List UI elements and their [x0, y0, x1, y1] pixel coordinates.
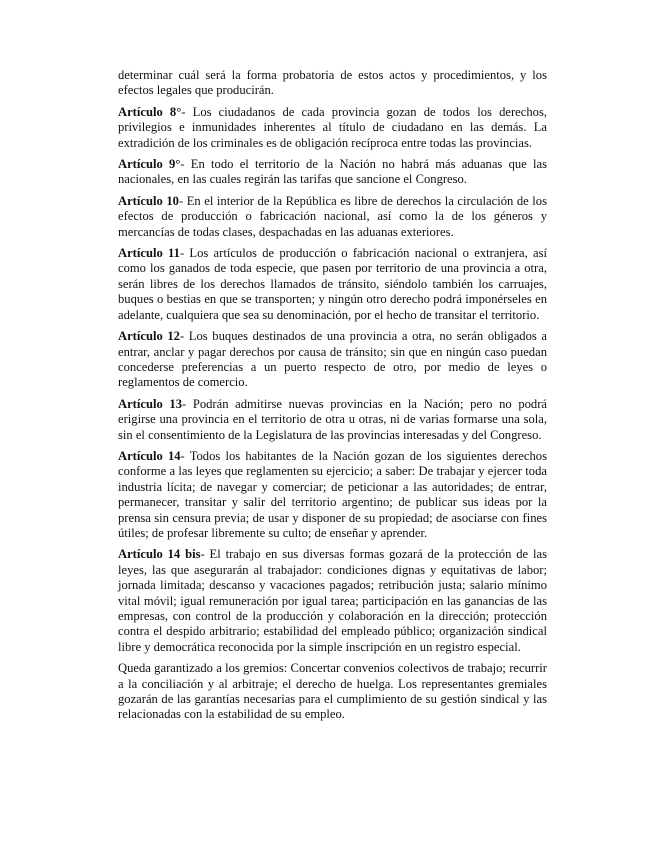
article-14	[118, 449, 547, 541]
article-heading: Artículo 13	[118, 396, 182, 411]
article-heading: Artículo 10	[118, 193, 179, 208]
article-heading: Artículo 9°	[118, 157, 181, 172]
document-body	[118, 68, 547, 723]
intro-paragraph: determinar cuál será la forma probatoria de estos actos y procedimientos, y los efectos legales que producirán.	[118, 68, 547, 98]
closing-paragraph: Queda garantizado a los gremios: Concertar convenios colectivos de trabajo; recurrir a la conciliación y al arbitraje; el derecho de huelga. Los representantes gremiales gozarán de las garantías necesarias para el cumplimiento de su gestión sindical y las relacionadas con la estabilidad de su empleo.	[118, 661, 547, 722]
article-9	[118, 157, 547, 188]
article-text: - El trabajo en sus diversas formas gozará de la protección de las leyes, las que asegurarán al trabajador: condiciones dignas y equitativas de labor; jornada limitada; descanso y vacaciones pagados; retribución justa; salario mínimo vital móvil; igual remuneración por igual tarea; participación en las ganancias de las empresas, con control de la producción y colaboración en la dirección; protección contra el despido arbitrario; estabilidad del empleado público; organización sindical libre y democrática reconocida por la simple inscripción en un registro especial.	[118, 547, 547, 654]
article-heading: Artículo 12	[118, 329, 180, 344]
article-text: - En todo el territorio de la Nación no habrá más aduanas que las nacionales, en las cuales regirán las tarifas que sancione el Congreso.	[118, 157, 547, 187]
article-text: - Los artículos de producción o fabricación nacional o extranjera, así como los ganados de toda especie, que pasen por territorio de una provincia a otra, serán libres de los derechos llamados de tránsito, siéndolo también los carruajes, buques o bestias en que se transporten; y ningún otro derecho podrá imponérseles en adelante, cualquiera que sea su denominación, por el hecho de transitar el territorio.	[118, 246, 547, 322]
article-8	[118, 105, 547, 151]
article-13	[118, 397, 547, 443]
article-14-bis	[118, 547, 547, 655]
article-text: - Podrán admitirse nuevas provincias en la Nación; pero no podrá erigirse una provincia en el territorio de otra u otras, ni de varias formarse una sola, sin el consentimiento de la Legislatura de las provincias interesadas y del Congreso.	[118, 396, 547, 442]
article-11	[118, 246, 547, 323]
article-text: - En el interior de la República es libre de derechos la circulación de los efectos de producción o fabricación nacional, así como la de los géneros y mercancías de todas clases, despachadas en las aduanas exteriores.	[118, 193, 548, 239]
article-text: - Todos los habitantes de la Nación gozan de los siguientes derechos conforme a las leyes que reglamenten su ejercicio; a saber: De trabajar y ejercer toda industria lícita; de navegar y comerciar; de peticionar a las autoridades; de entrar, permanecer, transitar y salir del territorio argentino; de publicar sus ideas por la prensa sin censura previa; de usar y disponer de su propiedad; de asociarse con fines útiles; de profesar libremente su culto; de enseñar y aprender.	[118, 448, 547, 540]
article-heading: Artículo 14	[118, 448, 181, 463]
article-heading: Artículo 11	[118, 246, 180, 261]
article-heading: Artículo 14 bis	[118, 547, 201, 562]
article-12	[118, 329, 547, 391]
article-10	[118, 194, 547, 240]
article-text: - Los buques destinados de una provincia a otra, no serán obligados a entrar, anclar y pagar derechos por causa de tránsito; sin que en ningún caso puedan concederse preferencias a un puerto respecto de otro, por medio de leyes o reglamentos de comercio.	[118, 329, 547, 390]
article-text: - Los ciudadanos de cada provincia gozan de todos los derechos, privilegios e inmunidades inherentes al título de ciudadano en las demás. La extradición de los criminales es de obligación recíproca entre todas las provincias.	[118, 104, 547, 150]
article-heading: Artículo 8°	[118, 104, 182, 119]
